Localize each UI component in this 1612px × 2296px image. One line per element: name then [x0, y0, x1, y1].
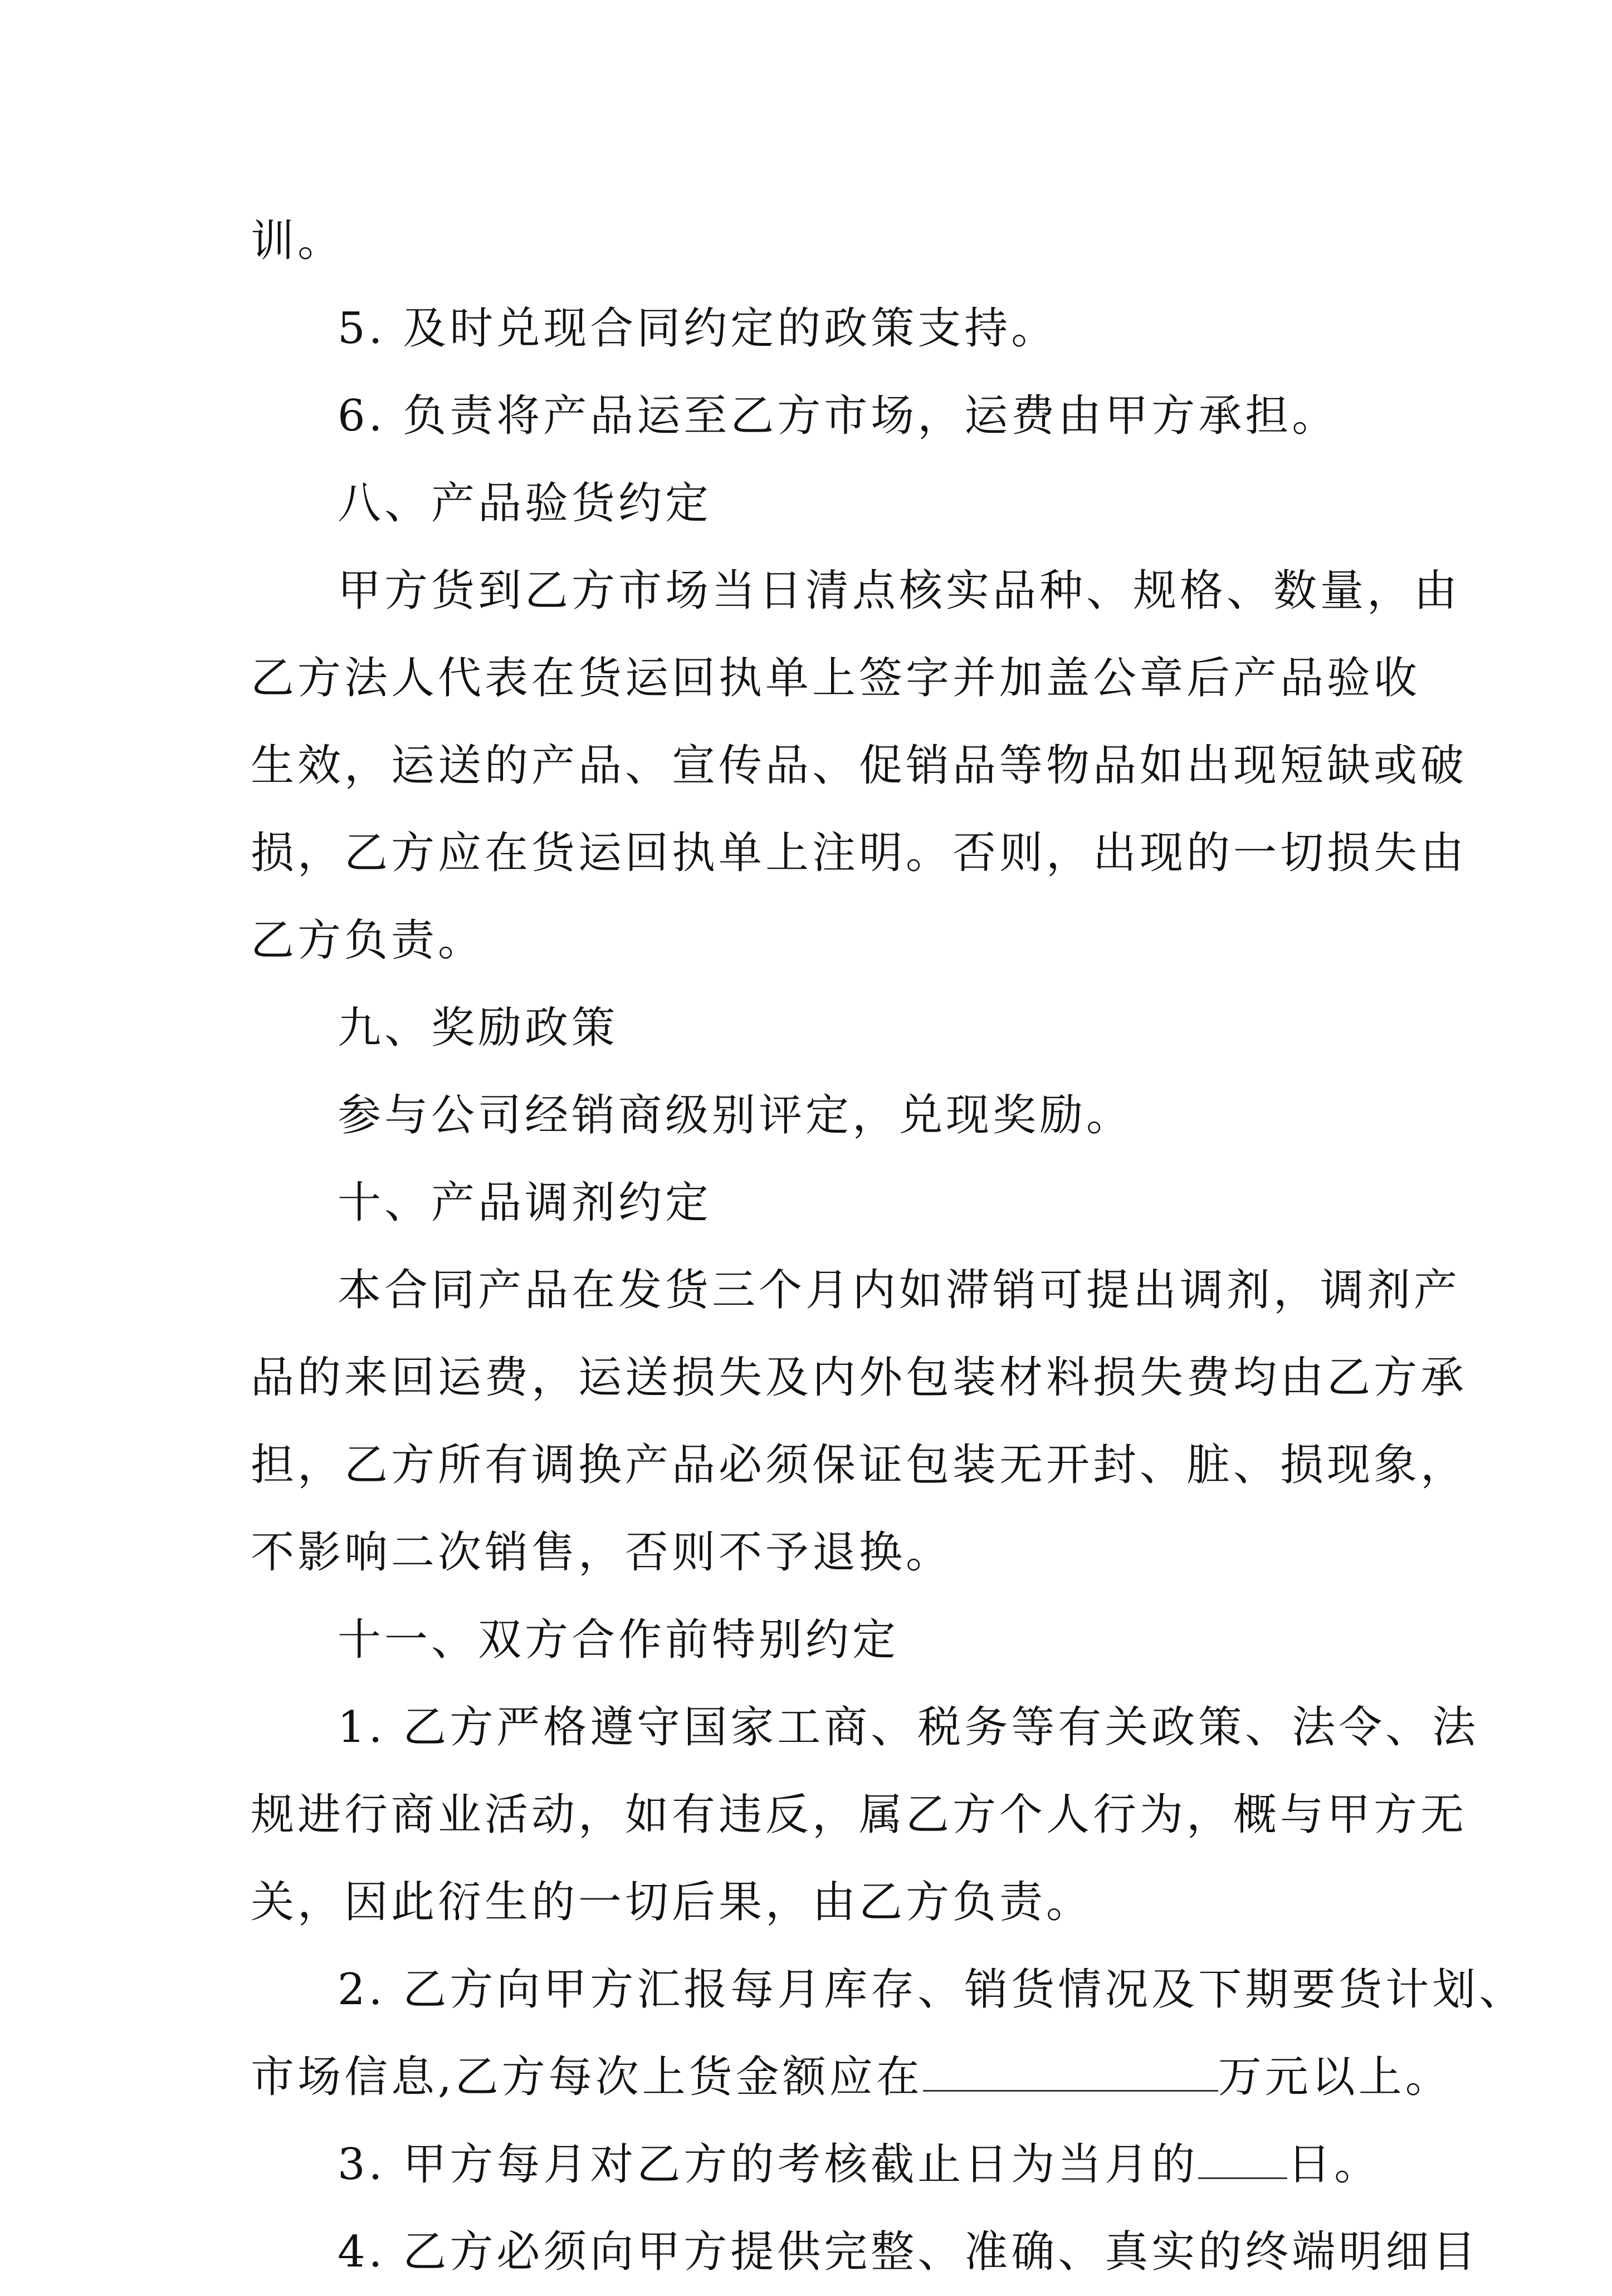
contract-body [251, 198, 1526, 2296]
day-blank-field[interactable] [1198, 2141, 1287, 2179]
text-line: 不影响二次销售，否则不予退换。 [251, 1528, 953, 1578]
clause-item: 4. 乙方必须向甲方提供完整、准确、真实的终端明细目 [338, 2227, 1479, 2277]
text-segment: 日。 [1287, 2140, 1381, 2190]
section-heading: 九、奖励政策 [338, 1003, 619, 1053]
text-segment: 3. 甲方每月对乙方的考核截止日为当月的 [338, 2140, 1199, 2190]
text-segment: 万元以上。 [1218, 2052, 1452, 2102]
text-line: 关，因此衍生的一切后果，由乙方负责。 [251, 1877, 1093, 1927]
text-line: 规进行商业活动，如有违反，属乙方个人行为，概与甲方无 [251, 1790, 1468, 1840]
text-line: 损，乙方应在货运回执单上注明。否则，出现的一切损失由 [251, 828, 1468, 878]
text-line: 生效，运送的产品、宣传品、促销品等物品如出现短缺或破 [251, 741, 1468, 791]
text-line: 甲方货到乙方市场当日清点核实品种、规格、数量，由 [338, 566, 1461, 616]
section-heading: 十一、双方合作前特别约定 [338, 1615, 900, 1665]
clause-item: 6. 负责将产品运至乙方市场，运费由甲方承担。 [338, 391, 1339, 441]
section-heading: 八、产品验货约定 [338, 478, 712, 528]
text-line: 参与公司经销商级别评定，兑现奖励。 [338, 1090, 1134, 1140]
text-line [251, 2034, 1452, 2121]
text-line: 乙方法人代表在货运回执单上签字并加盖公章后产品验收 [251, 653, 1421, 703]
section-heading: 十、产品调剂约定 [338, 1178, 712, 1228]
clause-item: 2. 乙方向甲方汇报每月库存、销货情况及下期要货计划、 [338, 1965, 1526, 2015]
clause-item: 5. 及时兑现合同约定的政策支持。 [338, 303, 1058, 354]
text-line: 担，乙方所有调换产品必须保证包装无开封、脏、损现象， [251, 1440, 1468, 1490]
amount-blank-field[interactable] [923, 2053, 1218, 2092]
text-line: 品的来回运费，运送损失及内外包装材料损失费均由乙方承 [251, 1353, 1468, 1403]
clause-item [251, 2121, 1381, 2209]
text-line: 训。 [251, 216, 345, 266]
text-line: 乙方负责。 [251, 916, 485, 966]
clause-item: 1. 乙方严格遵守国家工商、税务等有关政策、法令、法 [338, 1702, 1479, 1752]
text-segment: 市场信息,乙方每次上货金额应在 [251, 2052, 923, 2102]
text-line: 本合同产品在发货三个月内如滞销可提出调剂，调剂产 [338, 1265, 1461, 1315]
